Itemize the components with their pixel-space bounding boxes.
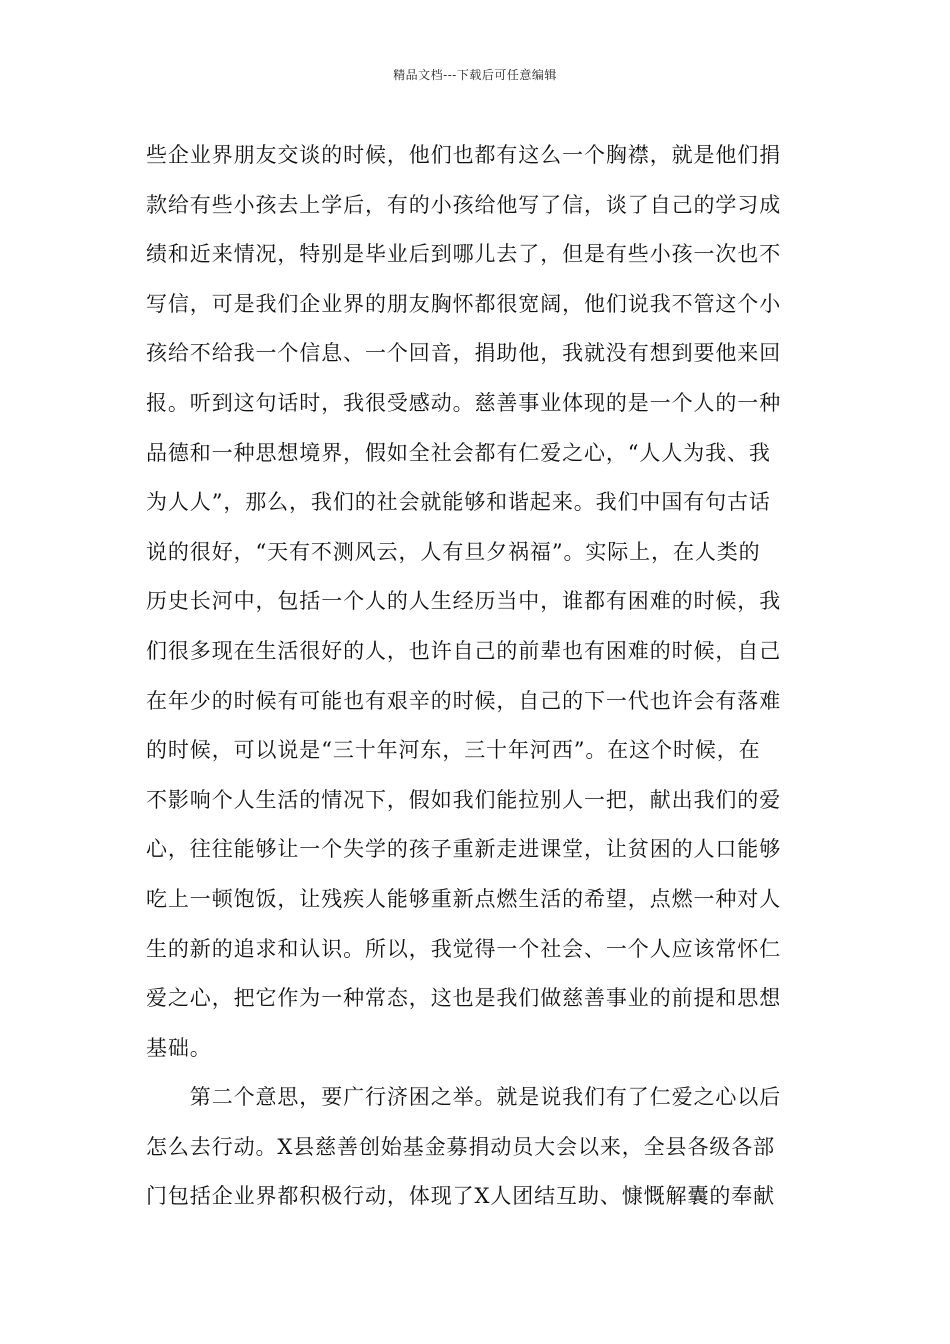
text-line: 门包括企业界都积极行动，体现了X人团结互助、慷慨解囊的奉献 — [146, 1184, 776, 1209]
text-line: 吃上一顿饱饭，让残疾人能够重新点燃生活的希望，点燃一种对人 — [146, 886, 782, 911]
paragraph-start-line: 第二个意思，要广行济困之举。就是说我们有了仁爱之心以后 — [146, 1085, 782, 1110]
text-line: 款给有些小孩去上学后，有的小孩给他写了信，谈了自己的学习成 — [146, 192, 782, 217]
text-line: 心，往往能够让一个失学的孩子重新走进课堂，让贫困的人口能够 — [146, 837, 782, 862]
text-line: 报。听到这句话时，我很受感动。慈善事业体现的是一个人的一种 — [146, 390, 782, 415]
text-line: 绩和近来情况，特别是毕业后到哪儿去了，但是有些小孩一次也不 — [146, 242, 782, 267]
body-text — [146, 131, 811, 1222]
text-line: 爱之心，把它作为一种常态，这也是我们做慈善事业的前提和思想 — [146, 986, 782, 1011]
text-line: 些企业界朋友交谈的时候，他们也都有这么一个胸襟，就是他们捐 — [146, 143, 782, 167]
text-line: 孩给不给我一个信息、一个回音，捐助他，我就没有想到要他来回 — [146, 341, 782, 366]
text-line: 写信，可是我们企业界的朋友胸怀都很宽阔，他们说我不管这个小 — [146, 291, 782, 316]
text-line: 品德和一种思想境界，假如全社会都有仁爱之心，“人人为我、我 — [146, 440, 771, 465]
text-line: 生的新的追求和认识。所以，我觉得一个社会、一个人应该常怀仁 — [146, 936, 782, 961]
page-header: 精品文档---下载后可任意编辑 — [393, 68, 557, 82]
text-line: 不影响个人生活的情况下，假如我们能拉别人一把，献出我们的爱 — [146, 787, 782, 812]
text-line: 怎么去行动。X县慈善创始基金募捐动员大会以来，全县各级各部 — [146, 1134, 776, 1159]
text-line: 历史长河中，包括一个人的人生经历当中，谁都有困难的时候，我 — [146, 589, 782, 614]
text-line: 的时候，可以说是“三十年河东，三十年河西”。在这个时候，在 — [146, 738, 761, 763]
text-line: 为人人”，那么，我们的社会就能够和谐起来。我们中国有句古话 — [146, 490, 771, 515]
text-line: 基础。 — [146, 1035, 212, 1060]
text-line: 们很多现在生活很好的人，也许自己的前辈也有困难的时候，自己 — [146, 638, 782, 663]
text-line: 在年少的时候有可能也有艰辛的时候，自己的下一代也许会有落难 — [146, 688, 782, 713]
text-line: 说的很好，“天有不测风云，人有旦夕祸福”。实际上，在人类的 — [146, 539, 761, 564]
